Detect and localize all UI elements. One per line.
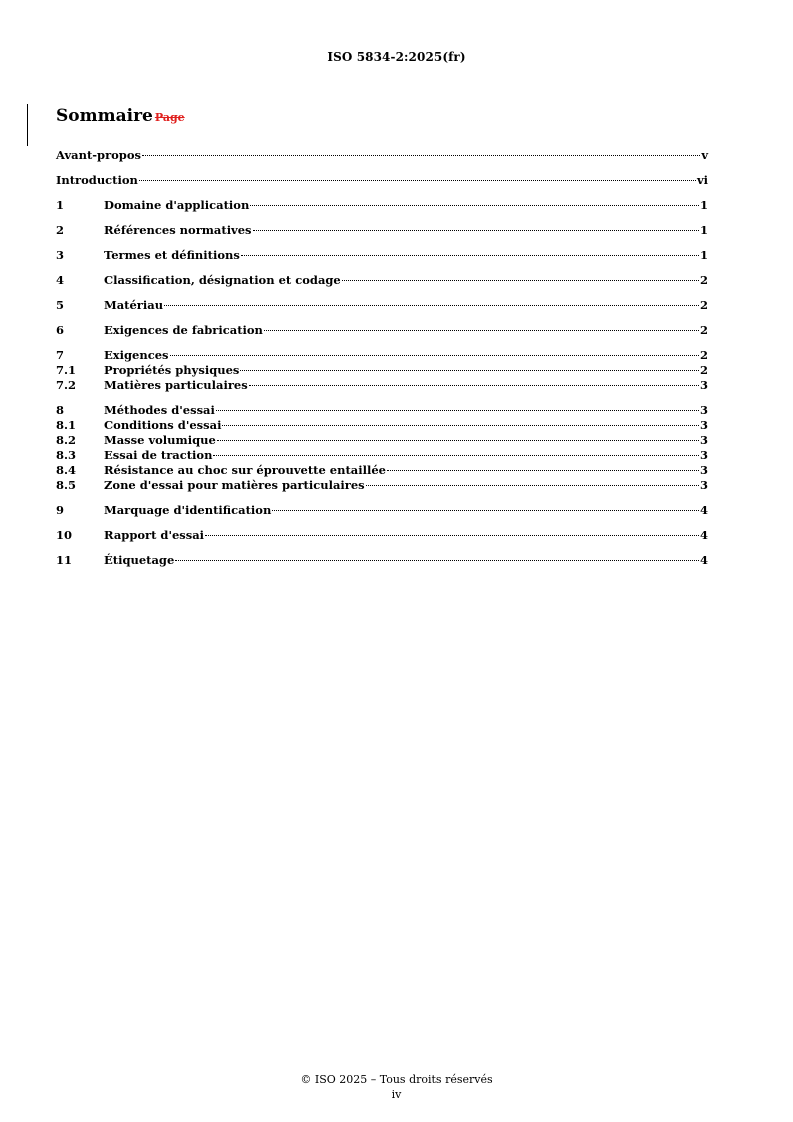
toc-entry[interactable] <box>56 363 708 378</box>
toc-entry-label[interactable]: Propriétés physiques <box>104 363 240 377</box>
toc-entry-label[interactable]: Essai de traction <box>104 448 213 462</box>
toc-entry-number: 5 <box>56 298 65 312</box>
toc-entry[interactable] <box>56 433 708 448</box>
toc-entry[interactable] <box>56 298 708 313</box>
toc-dot-leader <box>264 330 699 331</box>
toc-entry[interactable] <box>56 223 708 238</box>
toc-entry-number: 8.1 <box>56 418 77 432</box>
toc-entry-page: 3 <box>699 478 708 492</box>
toc-entry[interactable] <box>56 553 708 568</box>
toc-entry-number: 11 <box>56 553 73 567</box>
toc-entry-label[interactable]: Avant-propos <box>56 148 141 162</box>
toc-entry-number: 7 <box>56 348 65 362</box>
toc-entry-label[interactable]: Rapport d'essai <box>104 528 205 542</box>
toc-entry[interactable] <box>56 378 708 393</box>
toc-entry[interactable] <box>56 503 708 518</box>
toc-title <box>56 106 185 126</box>
toc-entry-page: 2 <box>699 298 708 312</box>
toc-entry-label[interactable]: Matières particulaires <box>104 378 248 392</box>
toc-entry-page: 2 <box>699 273 708 287</box>
toc-dot-leader <box>164 305 699 306</box>
toc-entry-page: 2 <box>699 363 708 377</box>
toc-entry-page: 3 <box>699 418 708 432</box>
toc-dot-leader <box>249 385 699 386</box>
toc-dot-leader <box>387 470 699 471</box>
toc-entry-label[interactable]: Termes et définitions <box>104 248 240 262</box>
toc-entry-number: 2 <box>56 223 65 237</box>
toc-entry-number: 8.3 <box>56 448 77 462</box>
toc-dot-leader <box>342 280 699 281</box>
document-header: ISO 5834-2:2025(fr) <box>327 50 466 64</box>
toc-entry-label[interactable]: Classification, désignation et codage <box>104 273 341 287</box>
toc-entry-number: 7.1 <box>56 363 77 377</box>
toc-entry-page: 4 <box>699 553 708 567</box>
toc-entry-page: 1 <box>699 223 708 237</box>
toc-dot-leader <box>216 410 699 411</box>
toc-dot-leader <box>170 355 699 356</box>
toc-entry[interactable] <box>56 148 708 163</box>
toc-entry-label[interactable]: Introduction <box>56 173 138 187</box>
toc-entry-label[interactable]: Domaine d'application <box>104 198 250 212</box>
toc-entry-number: 1 <box>56 198 65 212</box>
toc-entry[interactable] <box>56 273 708 288</box>
toc-entry[interactable] <box>56 418 708 433</box>
toc-entry[interactable] <box>56 403 708 418</box>
toc-entry[interactable] <box>56 248 708 263</box>
toc-entry-page: vi <box>696 173 708 187</box>
toc-entry[interactable] <box>56 173 708 188</box>
toc-entry-label[interactable]: Exigences <box>104 348 169 362</box>
toc-entry[interactable] <box>56 348 708 363</box>
toc-entry-page: 3 <box>699 403 708 417</box>
page-footer <box>0 1072 793 1102</box>
toc-title-text: Sommaire <box>56 106 153 126</box>
revision-change-bar <box>27 104 28 146</box>
toc-entry-label[interactable]: Matériau <box>104 298 164 312</box>
toc-dot-leader <box>205 535 699 536</box>
toc-entry-page: 3 <box>699 433 708 447</box>
toc-dot-leader <box>142 155 700 156</box>
toc-dot-leader <box>175 560 699 561</box>
toc-entry-page: 2 <box>699 348 708 362</box>
toc-dot-leader <box>366 485 699 486</box>
deleted-page-label: Page <box>154 111 185 124</box>
toc-entry-label[interactable]: Marquage d'identification <box>104 503 272 517</box>
toc-entry-number: 8.4 <box>56 463 77 477</box>
toc-entry-label[interactable]: Étiquetage <box>104 553 175 567</box>
toc-entry-number: 8.2 <box>56 433 77 447</box>
toc-entry-number: 7.2 <box>56 378 77 392</box>
toc-dot-leader <box>240 370 699 371</box>
toc-entry-number: 4 <box>56 273 65 287</box>
toc-entry-number: 3 <box>56 248 65 262</box>
toc-entry-page: 2 <box>699 323 708 337</box>
toc-entry-label[interactable]: Résistance au choc sur éprouvette entaillée <box>104 463 386 477</box>
toc-entry-page: 1 <box>699 248 708 262</box>
toc-entry-page: v <box>701 148 708 162</box>
toc-dot-leader <box>253 230 699 231</box>
toc-entry-number: 6 <box>56 323 65 337</box>
toc-entry-number: 9 <box>56 503 65 517</box>
toc-entry-page: 1 <box>699 198 708 212</box>
toc-entry-label[interactable]: Exigences de fabrication <box>104 323 263 337</box>
toc-entry-label[interactable]: Méthodes d'essai <box>104 403 215 417</box>
toc-entry-label[interactable]: Références normatives <box>104 223 252 237</box>
toc-dot-leader <box>250 205 699 206</box>
table-of-contents <box>56 148 708 568</box>
toc-entry[interactable] <box>56 478 708 493</box>
toc-entry[interactable] <box>56 323 708 338</box>
toc-entry-label[interactable]: Zone d'essai pour matières particulaires <box>104 478 365 492</box>
toc-dot-leader <box>217 440 699 441</box>
toc-entry-number: 10 <box>56 528 73 542</box>
toc-entry-page: 4 <box>699 503 708 517</box>
toc-dot-leader <box>222 425 699 426</box>
toc-entry-page: 3 <box>699 448 708 462</box>
toc-dot-leader <box>139 180 696 181</box>
toc-entry[interactable] <box>56 448 708 463</box>
toc-entry-number: 8.5 <box>56 478 77 492</box>
toc-entry-label[interactable]: Masse volumique <box>104 433 216 447</box>
toc-entry[interactable] <box>56 528 708 543</box>
toc-entry-page: 3 <box>699 378 708 392</box>
toc-dot-leader <box>213 455 699 456</box>
copyright-notice: © ISO 2025 – Tous droits réservés <box>300 1073 493 1086</box>
page-number: iv <box>391 1088 402 1101</box>
toc-entry-number: 8 <box>56 403 65 417</box>
toc-entry[interactable] <box>56 198 708 213</box>
toc-dot-leader <box>272 510 699 511</box>
toc-dot-leader <box>241 255 699 256</box>
toc-entry-page: 3 <box>699 463 708 477</box>
toc-entry-page: 4 <box>699 528 708 542</box>
toc-entry-label[interactable]: Conditions d'essai <box>104 418 222 432</box>
toc-entry[interactable] <box>56 463 708 478</box>
